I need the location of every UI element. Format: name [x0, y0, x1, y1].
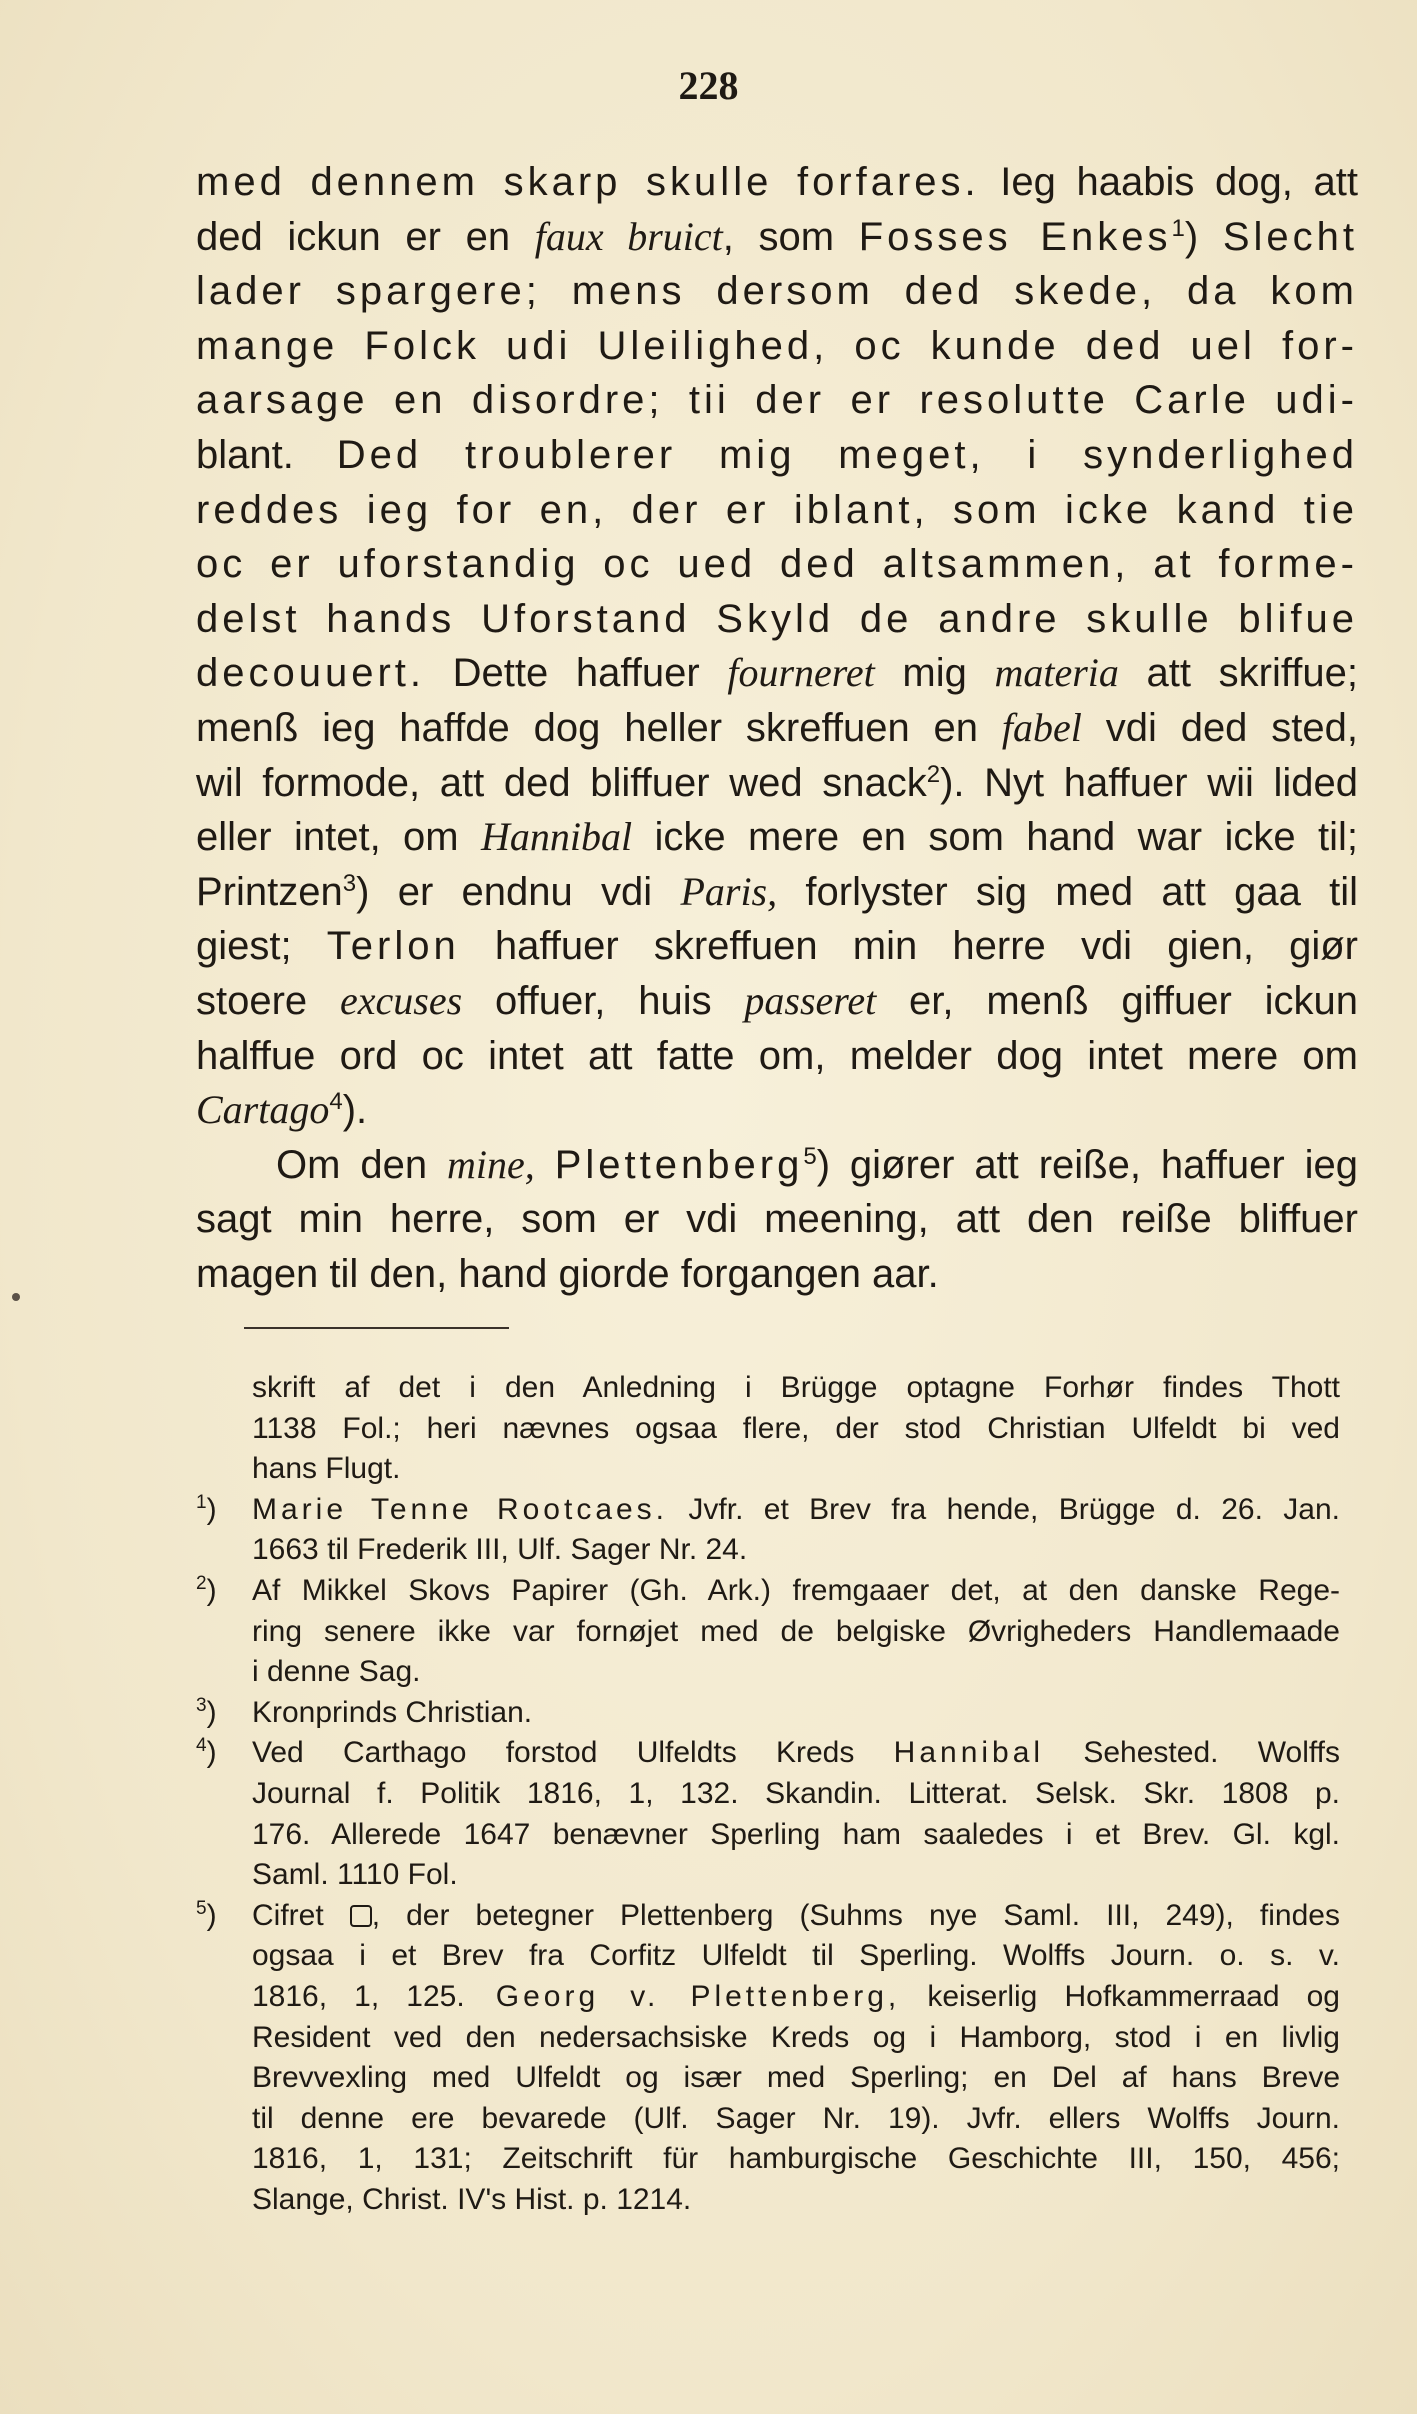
text-line: reddes ieg for en, der er iblant, som icke kand tie [196, 487, 1358, 532]
text-line: Om den mine, Plettenberg$^5$) giører att reiße, haffuer ieg [276, 1141, 1358, 1187]
text-line: decouuert. Dette haffuer fourneret mig materia att skriffue; [196, 650, 1358, 696]
text-line: delst hands Uforstand Skyld de andre skulle blifue [196, 596, 1358, 641]
italic-term: materia [994, 650, 1119, 696]
text-line: stoere excuses offuer, huis passeret er, menß giffuer ickun [196, 977, 1359, 1023]
text-line: lader spargere; mens dersom ded skede, da kom [196, 269, 1358, 314]
italic-term: Cartago [196, 1087, 330, 1133]
text-line: ded ickun er en faux bruict, som Fosses Enkes$^1$) Slecht [196, 213, 1358, 259]
footnote-ref: 3 [342, 869, 357, 897]
text-line: Cartago$^4$). [196, 1087, 368, 1133]
footnote-ref: 2 [926, 760, 941, 788]
text-line: blant. Ded troublerer mig meget, i synderlighed [196, 432, 1358, 477]
text-line: oc er uforstandig oc ued ded altsammen, at forme- [196, 542, 1358, 587]
footnote-line: 1816, 1, 131; Zeitschrift für hamburgische Geschichte III, 150, 456; [252, 2142, 1340, 2176]
spaced-name: Terlon [326, 924, 460, 969]
footnote-line: 1816, 1, 125. Georg v. Plettenberg, keiserlig Hofkammerraad og [252, 1979, 1340, 2013]
footnote-line: Slange, Christ. IV's Hist. p. 1214. [252, 2182, 692, 2216]
text-line: menß ieg haffde dog heller skreffuen en fabel vdi ded sted, [196, 704, 1358, 750]
footnote-line: Brevvexling med Ulfeldt og især med Sperling; en Del af hans Breve [252, 2061, 1340, 2095]
spaced-name: Fosses Enkes [858, 214, 1172, 259]
italic-term: fabel [1001, 704, 1082, 750]
footnote-marker: $^4$) [196, 1735, 217, 1770]
footnote-marker: $^2$) [196, 1572, 217, 1607]
text-line: mange Folck udi Uleilighed, oc kunde ded uel for- [196, 323, 1358, 368]
footnote-line: ring senere ikke var fornøjet med de belgiske Øvrigheders Handlemaade [252, 1614, 1340, 1648]
footnote-line: $^4$) Ved Carthago forstod Ulfeldts Kreds Hannibal Sehested. Wolffs [196, 1733, 1340, 1774]
footnote-line: hans Flugt. [252, 1452, 401, 1486]
italic-term: mine, [447, 1141, 535, 1187]
footnote-marker: $^1$) [196, 1491, 217, 1526]
footnote-line: skrift af det i den Anledning i Brügge optagne Forhør findes Thott [252, 1371, 1340, 1404]
text-line: med dennem skarp skulle forfares. Ieg haabis dog, att [196, 160, 1358, 204]
text-line: wil formode, att ded bliffuer wed snack$^2$). Nyt haffuer wii lided [196, 760, 1358, 805]
spaced-name: Marie Tenne Rootcaes. [252, 1492, 669, 1526]
italic-term: passeret [744, 977, 877, 1023]
text-line: aarsage en disordre; tii der er resolutte Carle udi- [196, 378, 1358, 423]
italic-term: Paris, [680, 868, 778, 914]
footnote-divider [244, 1327, 509, 1329]
footnote-ref: 4 [329, 1088, 343, 1116]
text-line: halffue ord oc intet att fatte om, melder dog intet mere om [196, 1033, 1358, 1078]
footnote-marker: $^5$) [196, 1897, 217, 1932]
footnote-line: 176. Allerede 1647 benævner Sperling ham saaledes i et Brev. Gl. kgl. [252, 1817, 1340, 1851]
italic-term: Hannibal [481, 814, 633, 860]
footnote-line: 1138 Fol.; heri nævnes ogsaa flere, der stod Christian Ulfeldt bi ved [252, 1411, 1340, 1445]
footnote-line: i denne Sag. [252, 1655, 421, 1689]
footnote-line: $^2$) Af Mikkel Skovs Papirer (Gh. Ark.) fremgaaer det, at den danske Rege- [196, 1571, 1340, 1612]
italic-term: excuses [339, 977, 463, 1023]
text-line: sagt min herre, som er vdi meening, att den reiße bliffuer [196, 1197, 1358, 1242]
italic-term: faux bruict [534, 213, 723, 259]
footnote-line: Saml. 1110 Fol. [252, 1858, 458, 1892]
footnote-line: $^1$) Marie Tenne Rootcaes. Jvfr. et Brev fra hende, Brügge d. 26. Jan. [196, 1490, 1340, 1531]
footnote-line: ogsaa i et Brev fra Corfitz Ulfeldt til Sperling. Wolffs Journ. o. s. v. [252, 1939, 1340, 1973]
footnote-line: 1663 til Frederik III, Ulf. Sager Nr. 24. [252, 1533, 748, 1567]
margin-dot [12, 1293, 20, 1301]
page-number: 228 [678, 63, 739, 108]
text-line: magen til den, hand giorde forgangen aar. [196, 1251, 939, 1296]
spaced-name: Georg v. Plettenberg, [464, 1979, 901, 2013]
cipher-square-icon [350, 1905, 372, 1927]
text-line: Printzen$^3$) er endnu vdi Paris, forlyster sig med att gaa til [196, 868, 1359, 914]
footnote-line: Journal f. Politik 1816, 1, 132. Skandin. Litterat. Selsk. Skr. 1808 p. [252, 1776, 1340, 1810]
main-text [196, 155, 1358, 1301]
spaced-name: Hannibal [893, 1736, 1045, 1770]
footnote-ref: 1 [1171, 214, 1185, 242]
italic-term: fourneret [727, 650, 875, 696]
text-line: giest; Terlon haffuer skreffuen min herre vdi gien, giør [196, 924, 1359, 969]
footnote-line: til denne ere bevarede (Ulf. Sager Nr. 19). Jvfr. ellers Wolffs Journ. [252, 2101, 1340, 2135]
footnote-ref: 5 [803, 1142, 817, 1170]
footnote-line: $^5$) Cifret , der betegner Plettenberg (Suhms nye Saml. III, 249), findes [196, 1896, 1340, 1937]
footnote-line: $^3$) Kronprinds Christian. [196, 1693, 1340, 1734]
footnote-line: Resident ved den nedersachsiske Kreds og i Hamborg, stod i en livlig [252, 2020, 1340, 2054]
spaced-name: Plettenberg [554, 1142, 804, 1187]
footnotes [196, 1368, 1340, 2220]
text-line: eller intet, om Hannibal icke mere en som hand war icke til; [196, 814, 1358, 860]
footnote-marker: $^3$) [196, 1694, 217, 1729]
